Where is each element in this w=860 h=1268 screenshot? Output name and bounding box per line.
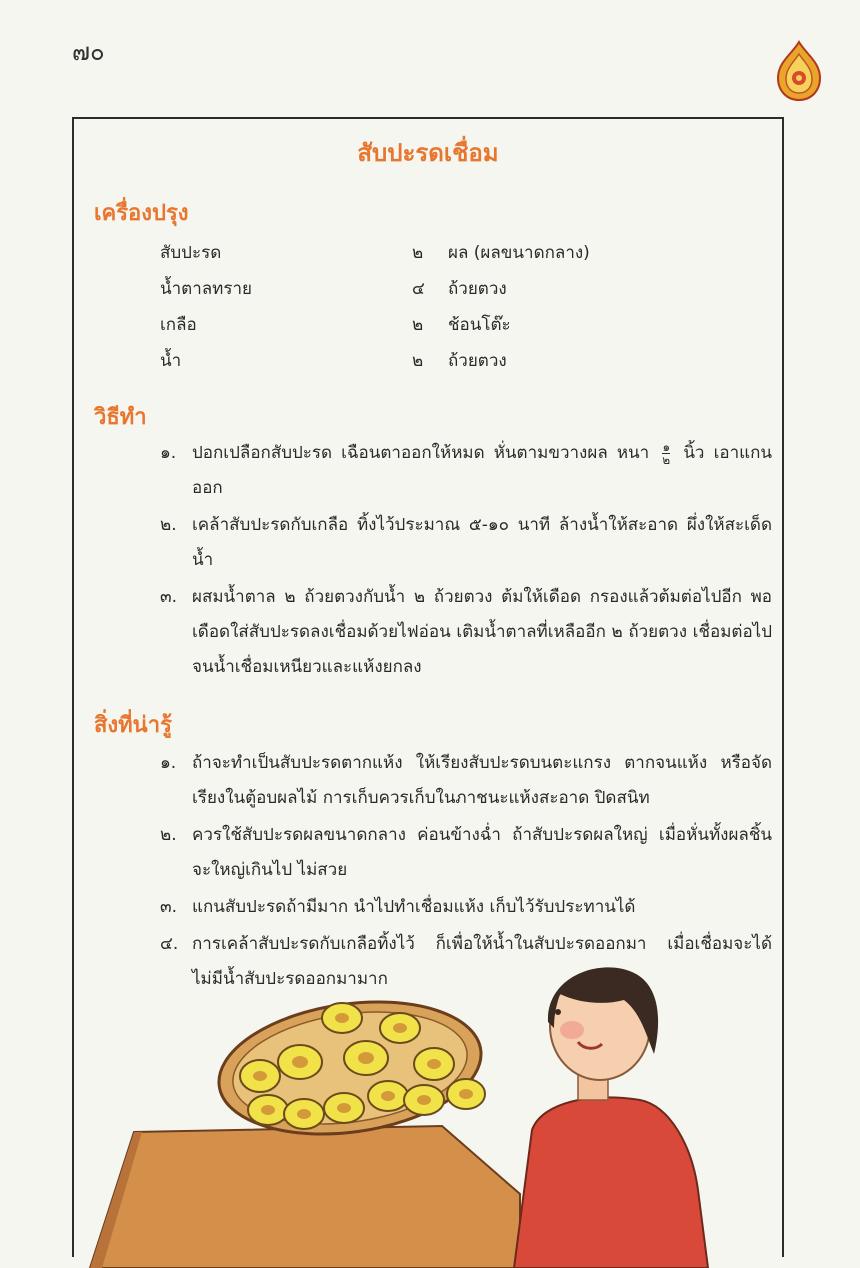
tips-heading: สิ่งที่น่ารู้ [94, 713, 172, 738]
ingredient-row [160, 347, 760, 377]
tip-number: ๔. [160, 934, 179, 954]
tip-item [160, 746, 772, 816]
candied-pineapple-illustration [72, 950, 784, 1268]
step-text-before: ปอกเปลือกสับปะรด เฉือนตาออกให้หมด หั่นตามขวางผล หนา [192, 443, 650, 463]
tip-number: ๒. [160, 825, 177, 845]
ingredient-qty: ๒ [412, 351, 424, 371]
ingredient-row [160, 239, 760, 269]
ingredient-name: น้ำ [160, 351, 182, 371]
step-number: ๒. [160, 515, 177, 535]
recipe-title: สับปะรดเชื่อม [357, 139, 499, 167]
method-step [160, 580, 772, 685]
ingredient-qty: ๔ [412, 279, 425, 299]
step-text [192, 436, 772, 506]
ingredient-qty: ๒ [412, 243, 424, 263]
tip-item [160, 890, 772, 925]
ingredient-unit: ผล (ผลขนาดกลาง) [448, 243, 590, 263]
ingredient-unit: ถ้วยตวง [448, 279, 507, 299]
fraction-numerator: ๑ [662, 439, 671, 454]
step-text-after: นิ้ว เอาแกนออก [192, 443, 773, 498]
page-number: ๗๐ [72, 38, 105, 66]
ingredient-name: สับปะรด [160, 243, 222, 263]
tip-number: ๓. [160, 897, 178, 917]
ingredient-name: เกลือ [160, 315, 197, 335]
tip-text: การเคล้าสับปะรดกับเกลือทิ้งไว้ ก็เพื่อให้น้ำในสับปะรดออกมา เมื่อเชื่อมจะได้ไม่มีน้ำสับปะรดออกมามาก [192, 934, 772, 989]
ingredient-unit: ถ้วยตวง [448, 351, 507, 371]
tip-item [160, 818, 772, 888]
step-text: เคล้าสับปะรดกับเกลือ ทิ้งไว้ประมาณ ๕-๑๐ นาที ล้างน้ำให้สะอาด ผึ่งให้สะเด็ดน้ำ [192, 515, 772, 570]
fraction-denominator: ๒ [662, 452, 671, 467]
ingredient-row [160, 275, 760, 305]
ingredient-name: น้ำตาลทราย [160, 279, 253, 299]
tip-text: ควรใช้สับปะรดผลขนาดกลาง ค่อนข้างฉ่ำ ถ้าสับปะรดผลใหญ่ เมื่อหั่นทั้งผลชิ้นจะใหญ่เกินไป ไม่สวย [192, 825, 772, 880]
step-number: ๓. [160, 587, 178, 607]
fraction-half [662, 441, 670, 466]
step-number: ๑. [160, 443, 177, 463]
ingredient-qty: ๒ [412, 315, 424, 335]
tip-text: แกนสับปะรดถ้ามีมาก นำไปทำเชื่อมแห้ง เก็บไว้รับประทานได้ [192, 897, 636, 917]
method-step [160, 508, 772, 578]
ingredient-row [160, 311, 760, 341]
method-heading: วิธีทำ [94, 405, 147, 430]
royal-emblem-icon [776, 40, 822, 102]
tip-number: ๑. [160, 753, 177, 773]
method-step [160, 436, 772, 506]
tip-text: ถ้าจะทำเป็นสับปะรดตากแห้ง ให้เรียงสับปะรดบนตะแกรง ตากจนแห้ง หรือจัดเรียงในตู้อบผลไม้ การเก็บควรเก็บในภาชนะแห้งสะอาด ปิดสนิท [192, 753, 772, 808]
ingredients-heading: เครื่องปรุง [94, 201, 189, 226]
ingredient-unit: ช้อนโต๊ะ [448, 315, 511, 335]
step-text: ผสมน้ำตาล ๒ ถ้วยตวงกับน้ำ ๒ ถ้วยตวง ต้มให้เดือด กรองแล้วต้มต่อไปอีก พอเดือดใส่สับปะรดลงเชื่อมด้วยไฟอ่อน เติมน้ำตาลที่เหลืออีก ๒ ถ้วยตวง เชื่อมต่อไปจนน้ำเชื่อมเหนียวและแห้งยกลง [192, 587, 772, 677]
